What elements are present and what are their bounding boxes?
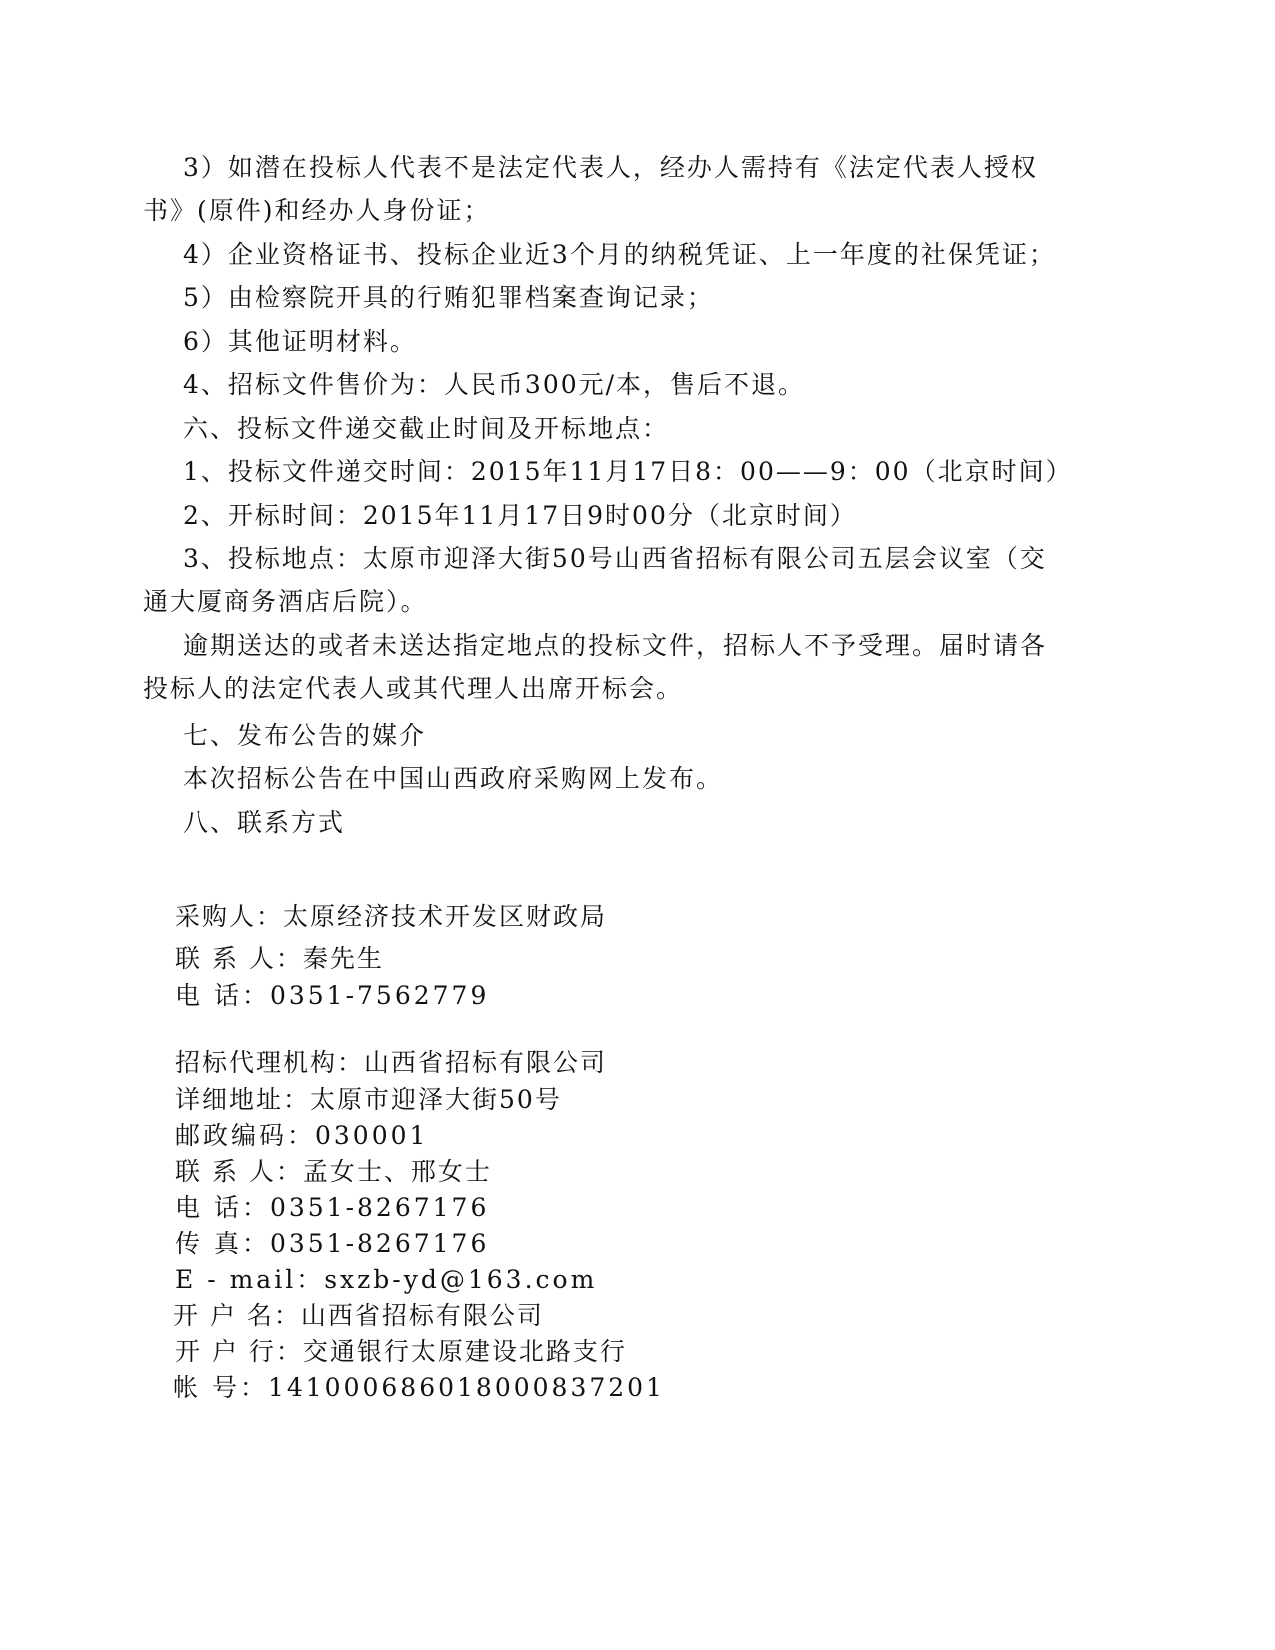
agency-fax-line: 传 真：0351-8267176 [175, 1229, 490, 1258]
body-line-4: 5）由检察院开具的行贿犯罪档案查询记录； [183, 283, 714, 312]
bank-line: 开 户 行：交通银行太原建设北路支行 [175, 1337, 627, 1366]
account-number-line: 帐 号：141000686018000837201 [173, 1373, 665, 1402]
agency-phone-line: 电 话：0351-8267176 [175, 1193, 490, 1222]
body-line-12: 逾期送达的或者未送达指定地点的投标文件，招标人不予受理。届时请各 [183, 631, 1048, 660]
section-eight-heading: 八、联系方式 [183, 808, 346, 837]
body-line-5: 6）其他证明材料。 [183, 327, 417, 356]
account-name-line: 开 户 名：山西省招标有限公司 [173, 1301, 544, 1330]
section-seven-heading: 七、发布公告的媒介 [183, 721, 427, 750]
body-line-8: 1、投标文件递交时间：2015年11月17日8：00——9：00（北京时间） [183, 457, 1073, 486]
agency-contact-line: 联 系 人：孟女士、邢女士 [175, 1157, 492, 1186]
agency-postcode-line: 邮政编码：030001 [175, 1121, 429, 1150]
agency-name-line: 招标代理机构：山西省招标有限公司 [175, 1048, 608, 1077]
body-line-2: 书》(原件)和经办人身份证； [143, 196, 491, 225]
purchaser-line: 采购人：太原经济技术开发区财政局 [175, 902, 608, 931]
section-six-heading: 六、投标文件递交截止时间及开标地点： [183, 414, 670, 443]
body-line-11: 通大厦商务酒店后院）。 [143, 587, 428, 616]
body-line-10: 3、投标地点：太原市迎泽大街50号山西省招标有限公司五层会议室（交 [183, 544, 1047, 573]
body-line-1: 3）如潜在投标人代表不是法定代表人，经办人需持有《法定代表人授权 [183, 153, 1038, 182]
body-line-3: 4）企业资格证书、投标企业近3个月的纳税凭证、上一年度的社保凭证； [183, 240, 1056, 269]
body-line-15: 本次招标公告在中国山西政府采购网上发布。 [183, 764, 724, 793]
body-line-13: 投标人的法定代表人或其代理人出席开标会。 [143, 674, 684, 703]
purchaser-contact-line: 联 系 人：秦先生 [175, 944, 384, 973]
body-line-6: 4、招标文件售价为：人民币300元/本，售后不退。 [183, 370, 806, 399]
agency-email-line: E - mail：sxzb-yd@163.com [175, 1265, 598, 1294]
agency-address-line: 详细地址：太原市迎泽大街50号 [175, 1085, 562, 1114]
body-line-9: 2、开标时间：2015年11月17日9时00分（北京时间） [183, 501, 857, 530]
purchaser-phone-line: 电 话：0351-7562779 [175, 981, 490, 1010]
